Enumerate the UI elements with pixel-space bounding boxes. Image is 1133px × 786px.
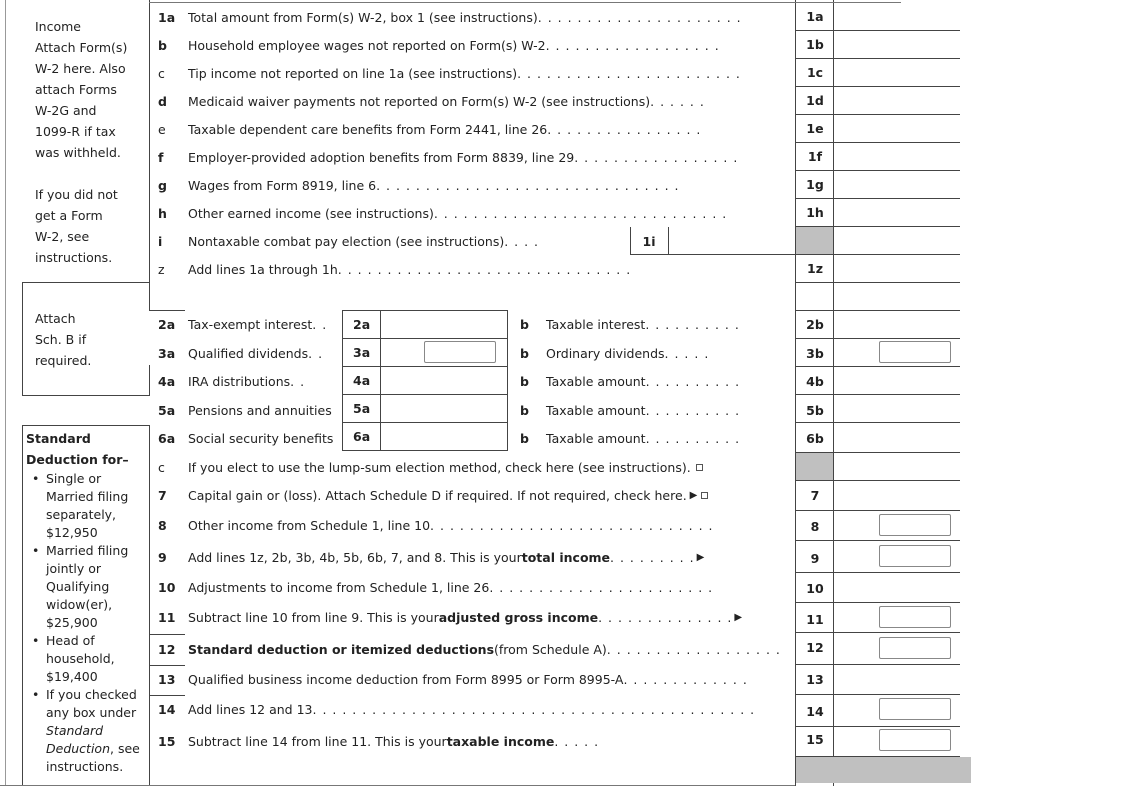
leader-dots: . . . . . . . . . . . . . . . . . . . . . . . . . . . . . . [433,205,728,221]
ref-label: 1f [807,148,823,164]
ref-label: 2b [806,316,824,332]
line-number: 14 [158,701,176,717]
ref-label: 11 [806,611,824,627]
leader-dots: . . . . . [554,733,600,749]
ref-label: 9 [810,550,820,566]
ref-label: 1b [806,36,824,52]
std-title: Deduction for– [26,452,129,467]
line-3b [520,339,709,367]
total-income-input[interactable] [879,545,951,567]
box-2a[interactable] [342,310,508,339]
leader-dots: . . . . . . . . . . . . . . . . . . . . . . . [489,579,714,595]
box-label: 5a [353,401,371,416]
std-item-line: any box under [46,705,137,720]
line-text: Other earned income (see instructions) [188,205,434,221]
income-note-line: was withheld. [35,145,121,160]
deduction-input[interactable] [879,637,951,659]
line-13 [158,665,748,693]
line-number: 9 [158,549,167,565]
line-number: 13 [158,671,176,687]
line-number: 10 [158,579,176,595]
line-number: e [158,121,166,137]
line-text: Qualified business income deduction from Form 8995 or Form 8995-A [188,671,624,687]
line-text: Subtract line 10 from line 9. This is your [188,609,439,625]
no-w2-note-line: If you did not [35,187,118,202]
line-6c [158,453,703,481]
ref-label: 7 [810,487,820,503]
line-14 [158,695,755,723]
line-text: Social security benefits [188,430,334,446]
leader-dots: . [682,487,688,503]
line-text: Subtract line 14 from line 11. This is your [188,733,447,749]
line-text: Ordinary dividends [546,345,665,361]
line-number: b [520,373,529,389]
line-1d [158,87,705,115]
line-bold-text: taxable income [446,733,555,749]
line-4b [520,367,740,395]
shaded-cell [796,227,833,254]
std-item-line: jointly or [46,561,102,576]
ordinary-dividends-input[interactable] [879,341,951,363]
leader-dots: . . . . . . . . . [610,549,695,565]
std-item-line: $19,400 [46,669,98,684]
ref-label: 13 [806,671,824,687]
line-number: f [158,149,164,165]
line-text: Employer-provided adoption benefits from Form 8839, line 29 [188,149,575,165]
sch-b-note-line: required. [35,353,92,368]
ref-label: 6b [806,430,824,446]
agi-input[interactable] [879,606,951,628]
std-item-italic: Deduction [46,741,110,756]
line-number: h [158,205,167,221]
line-number: b [158,37,167,53]
line-text: Tip income not reported on line 1a (see instructions) [188,65,518,81]
ref-label: 1a [806,8,824,24]
line-number: c [158,65,165,81]
line-text: Taxable dependent care benefits from Form 2441, line 26 [188,121,548,137]
standard-deduction-note [26,428,140,776]
line-5 [158,396,332,424]
other-income-input[interactable] [879,514,951,536]
no-w2-note-line: get a Form [35,208,103,223]
std-item-line: • Single or [46,471,102,486]
ref-label: 1g [806,176,824,192]
std-title: Standard [26,431,91,446]
line-bold-text: Standard deduction or itemized deductions [188,641,495,657]
leader-dots: . . [308,345,324,361]
std-item-line: Married filing [46,489,129,504]
line-text: Taxable amount [546,373,646,389]
no-w2-note-line: W-2, see [35,229,90,244]
line-12 [158,635,781,663]
line-text: (from Schedule A) [494,641,607,657]
line-6b [520,424,740,452]
line-11 [158,603,742,631]
std-item-line: Standard [46,723,104,738]
line-bold-text: total income [521,549,611,565]
no-w2-note-line: instructions. [35,250,113,265]
line-text: Other income from Schedule 1, line 10 [188,517,431,533]
line-text: Add lines 1z, 2b, 3b, 4b, 5b, 6b, 7, and 8. This is your [188,549,522,565]
std-item-line: • Married filing [46,543,129,558]
leader-dots: . . . . . . . . . . [645,373,741,389]
line-1f [158,143,738,171]
line-1c [158,59,741,87]
std-item-line: Qualifying [46,579,110,594]
line-text: Qualified dividends [188,345,309,361]
line-number: 4a [158,373,176,389]
line-text: Tax-exempt interest [188,316,313,332]
line-8 [158,511,714,539]
line-text: Add lines 1a through 1h [188,261,338,277]
std-item-line: $25,900 [46,615,98,630]
leader-dots: . . [312,316,328,332]
income-note-line: Income [35,19,81,34]
sch-b-note [35,308,91,371]
line-text: Taxable amount [546,402,646,418]
box-6a[interactable] [342,422,508,451]
leader-dots: . . . . . . . . . . . . . . . . . . [606,641,781,657]
leader-dots: . . . . [504,233,540,249]
box-label: 3a [353,345,371,360]
line-text: IRA distributions [188,373,291,389]
sch-b-note-line: Attach [35,311,76,326]
leader-dots: . . . . . . . . . . . . . . . . . . [545,37,720,53]
leader-dots: . . . . . . . . . . . . . [623,671,748,687]
line-6 [158,424,333,452]
line-number: c [158,459,165,475]
ref-label: 15 [806,731,824,747]
leader-dots: . . . . . . . . . . . . . . . . . . . . . . . . . . . . . . [337,261,632,277]
line-number: 11 [158,609,176,625]
leader-dots: . [686,459,692,475]
leader-dots: . . . . . . . . . . [645,430,741,446]
leader-dots: . . . . . . . . . . . . . . [598,609,733,625]
ref-label: 1c [806,64,824,80]
line-text: Medicaid waiver payments not reported on Form(s) W-2 (see instructions) [188,93,651,109]
taxable-income-input[interactable] [879,729,951,751]
line-text: Taxable interest [546,316,646,332]
no-w2-note [35,184,118,268]
leader-dots: . . . . . . . . . . . . . . . . . . . . . . . . . . . . . . . . . . . . . . . . . . . . . [312,701,756,717]
sch-b-note-line: Sch. B if [35,332,87,347]
line-4 [158,367,305,395]
std-item-line: • If you checked [46,687,137,702]
leader-dots: . . . . . . [650,93,705,109]
line-number: z [158,261,165,277]
line-2 [158,310,327,338]
leader-dots: . . . . . . . . . . . . . . . . . [574,149,739,165]
qualified-dividends-input[interactable] [424,341,496,363]
line-3 [158,339,323,367]
line-1g [158,171,680,199]
line-2b [520,310,740,338]
line-text: Household employee wages not reported on Form(s) W-2 [188,37,546,53]
line-15 [158,727,599,755]
capital-gain-checkbox[interactable] [701,492,708,499]
income-note-line: attach Forms [35,82,117,97]
std-item-line: • Head of [46,633,95,648]
ref-label: 4b [806,373,824,389]
shaded-footer [796,757,971,783]
line-number: d [158,93,167,109]
std-item-line: household, [46,651,115,666]
line-number: g [158,177,167,193]
box-5a[interactable] [342,394,508,423]
leader-dots: . . . . . . . . . . . . . . . . . . . . . . . . . . . . . . . [376,177,680,193]
leader-dots: . . . . . . . . . . [645,402,741,418]
leader-dots: . . . . . . . . . . . . . . . . . . . . . . . . . . . . . [430,517,714,533]
box-label: 6a [353,429,371,444]
ref-label: 12 [806,639,824,655]
line-1z [158,255,631,283]
ref-label: 3b [806,345,824,361]
std-item-single [26,470,140,542]
line-number: 8 [158,517,167,533]
leader-dots: . . . . . . . . . . [645,316,740,332]
std-item-hoh [26,632,140,686]
leader-dots: . . [290,373,306,389]
line-number: 5a [158,402,176,418]
line-text: Add lines 12 and 13 [188,701,313,717]
line-10 [158,573,713,601]
line-text: Nontaxable combat pay election (see instructions) [188,233,505,249]
line-text: Total amount from Form(s) W-2, box 1 (see instructions) [188,9,538,25]
line-text: Capital gain or (loss). Attach Schedule D if required. If not required, check here [188,487,683,503]
std-item-line: $12,950 [46,525,98,540]
line-text: Pensions and annuities [188,402,332,418]
line-bold-text: adjusted gross income [438,609,599,625]
box-4a[interactable] [342,366,508,395]
line-text: Wages from Form 8919, line 6 [188,177,377,193]
line-1e [158,115,701,143]
arrow-right-icon: ▶ [696,551,705,563]
line-number: 7 [158,487,167,503]
line-text: If you elect to use the lump-sum election method, check here (see instructions) [188,459,687,475]
line-number: i [158,233,163,249]
line-number: 1a [158,9,176,25]
arrow-right-icon: ▶ [734,611,743,623]
line-1h [158,199,727,227]
ref-label: 8 [810,518,820,534]
line-1i [158,227,539,255]
std-item-mfj [26,542,140,632]
arrow-right-icon: ▶ [689,489,698,501]
leader-dots: . . . . . [664,345,710,361]
shaded-cell [796,453,833,480]
line-7 [158,481,708,509]
line-1a [158,3,742,31]
std-item-line: separately, [46,507,117,522]
line-text: Adjustments to income from Schedule 1, line 26 [188,579,490,595]
line-9 [158,543,704,571]
income-note-line: Attach Form(s) [35,40,128,55]
line-number: 2a [158,316,176,332]
line-number: 6a [158,430,176,446]
ref-label: 1d [806,92,824,108]
income-note-line: W-2G and [35,103,97,118]
std-item-text: , see [110,741,140,756]
leader-dots: . . . . . . . . . . . . . . . . . . . . . . . [517,65,741,81]
line-number: b [520,345,529,361]
line-number: 3a [158,345,176,361]
box-label: 4a [353,373,371,388]
ref-label-1i: 1i [642,233,656,249]
ref-label: 1e [806,120,824,136]
lump-sum-checkbox[interactable] [696,464,703,471]
line-number: b [520,316,529,332]
std-item-checked [26,686,140,776]
line-number: b [520,402,529,418]
income-note [35,16,127,163]
line-14-input[interactable] [879,698,951,720]
ref-label: 14 [806,703,824,719]
std-item-line: instructions. [46,759,124,774]
ref-label: 5b [806,402,824,418]
leader-dots: . . . . . . . . . . . . . . . . [547,121,702,137]
leader-dots: . . . . . . . . . . . . . . . . . . . . . [537,9,742,25]
ref-label: 10 [806,580,824,596]
ref-label: 1h [806,204,824,220]
box-label: 2a [353,317,371,332]
line-number: 12 [158,641,176,657]
line-5b [520,396,740,424]
income-note-line: 1099-R if tax [35,124,116,139]
income-note-line: W-2 here. Also [35,61,126,76]
line-text: Taxable amount [546,430,646,446]
line-number: b [520,430,529,446]
line-1b [158,31,720,59]
line-number: 15 [158,733,176,749]
ref-label: 1z [807,260,823,276]
std-item-line: widow(er), [46,597,113,612]
